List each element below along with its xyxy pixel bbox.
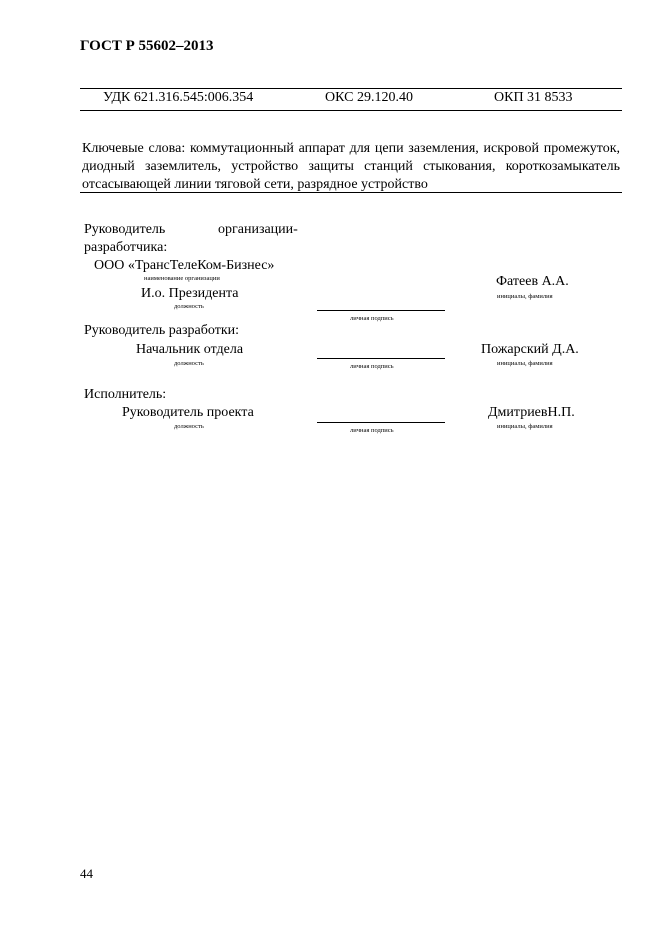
- page-number: 44: [80, 866, 93, 881]
- block3-heading: Исполнитель:: [84, 387, 167, 402]
- keywords-bottom-rule: [80, 192, 622, 193]
- block2-signature-caption: личная подпись: [350, 363, 394, 370]
- block1-organization-caption: наименование организации: [144, 275, 220, 282]
- block2-position-caption: должность: [174, 360, 204, 367]
- standard-title: ГОСТ Р 55602–2013: [80, 38, 214, 54]
- block1-signature-caption: личная подпись: [350, 315, 394, 322]
- block1-position: И.о. Президента: [141, 286, 239, 301]
- block1-heading-line2: разработчика:: [84, 240, 168, 255]
- block1-name: Фатеев А.А.: [496, 274, 569, 289]
- block3-name-caption: инициалы, фамилия: [497, 423, 553, 430]
- classification-bottom-rule: [80, 110, 622, 111]
- block2-name-caption: инициалы, фамилия: [497, 360, 553, 367]
- block3-name: ДмитриевН.П.: [488, 405, 575, 420]
- block1-signature-line: [317, 310, 445, 311]
- block1-position-caption: должность: [174, 303, 204, 310]
- block1-heading-word2: организации-: [218, 222, 298, 237]
- oks-code: ОКС 29.120.40: [325, 90, 413, 105]
- block2-position: Начальник отдела: [136, 342, 244, 357]
- block1-organization: ООО «ТрансТелеКом-Бизнес»: [94, 258, 275, 273]
- classification-top-rule: [80, 88, 622, 89]
- udk-code: УДК 621.316.545:006.354: [103, 90, 254, 105]
- block2-signature-line: [317, 358, 445, 359]
- block1-heading-word1: Руководитель: [84, 222, 166, 237]
- block1-name-caption: инициалы, фамилия: [497, 293, 553, 300]
- keywords-paragraph: Ключевые слова: коммутационный аппарат для цепи заземления, искровой промежуток, диодный заземлитель, устройство защиты станций стыкования, короткозамыкатель отсасывающей линии тяговой сети, разрядное устройство: [82, 141, 620, 192]
- block2-heading: Руководитель разработки:: [84, 323, 240, 338]
- block3-signature-caption: личная подпись: [350, 427, 394, 434]
- block3-position-caption: должность: [174, 423, 204, 430]
- block3-position: Руководитель проекта: [122, 405, 254, 420]
- block3-signature-line: [317, 422, 445, 423]
- block2-name: Пожарский Д.А.: [481, 342, 579, 357]
- okp-code: ОКП 31 8533: [494, 90, 573, 105]
